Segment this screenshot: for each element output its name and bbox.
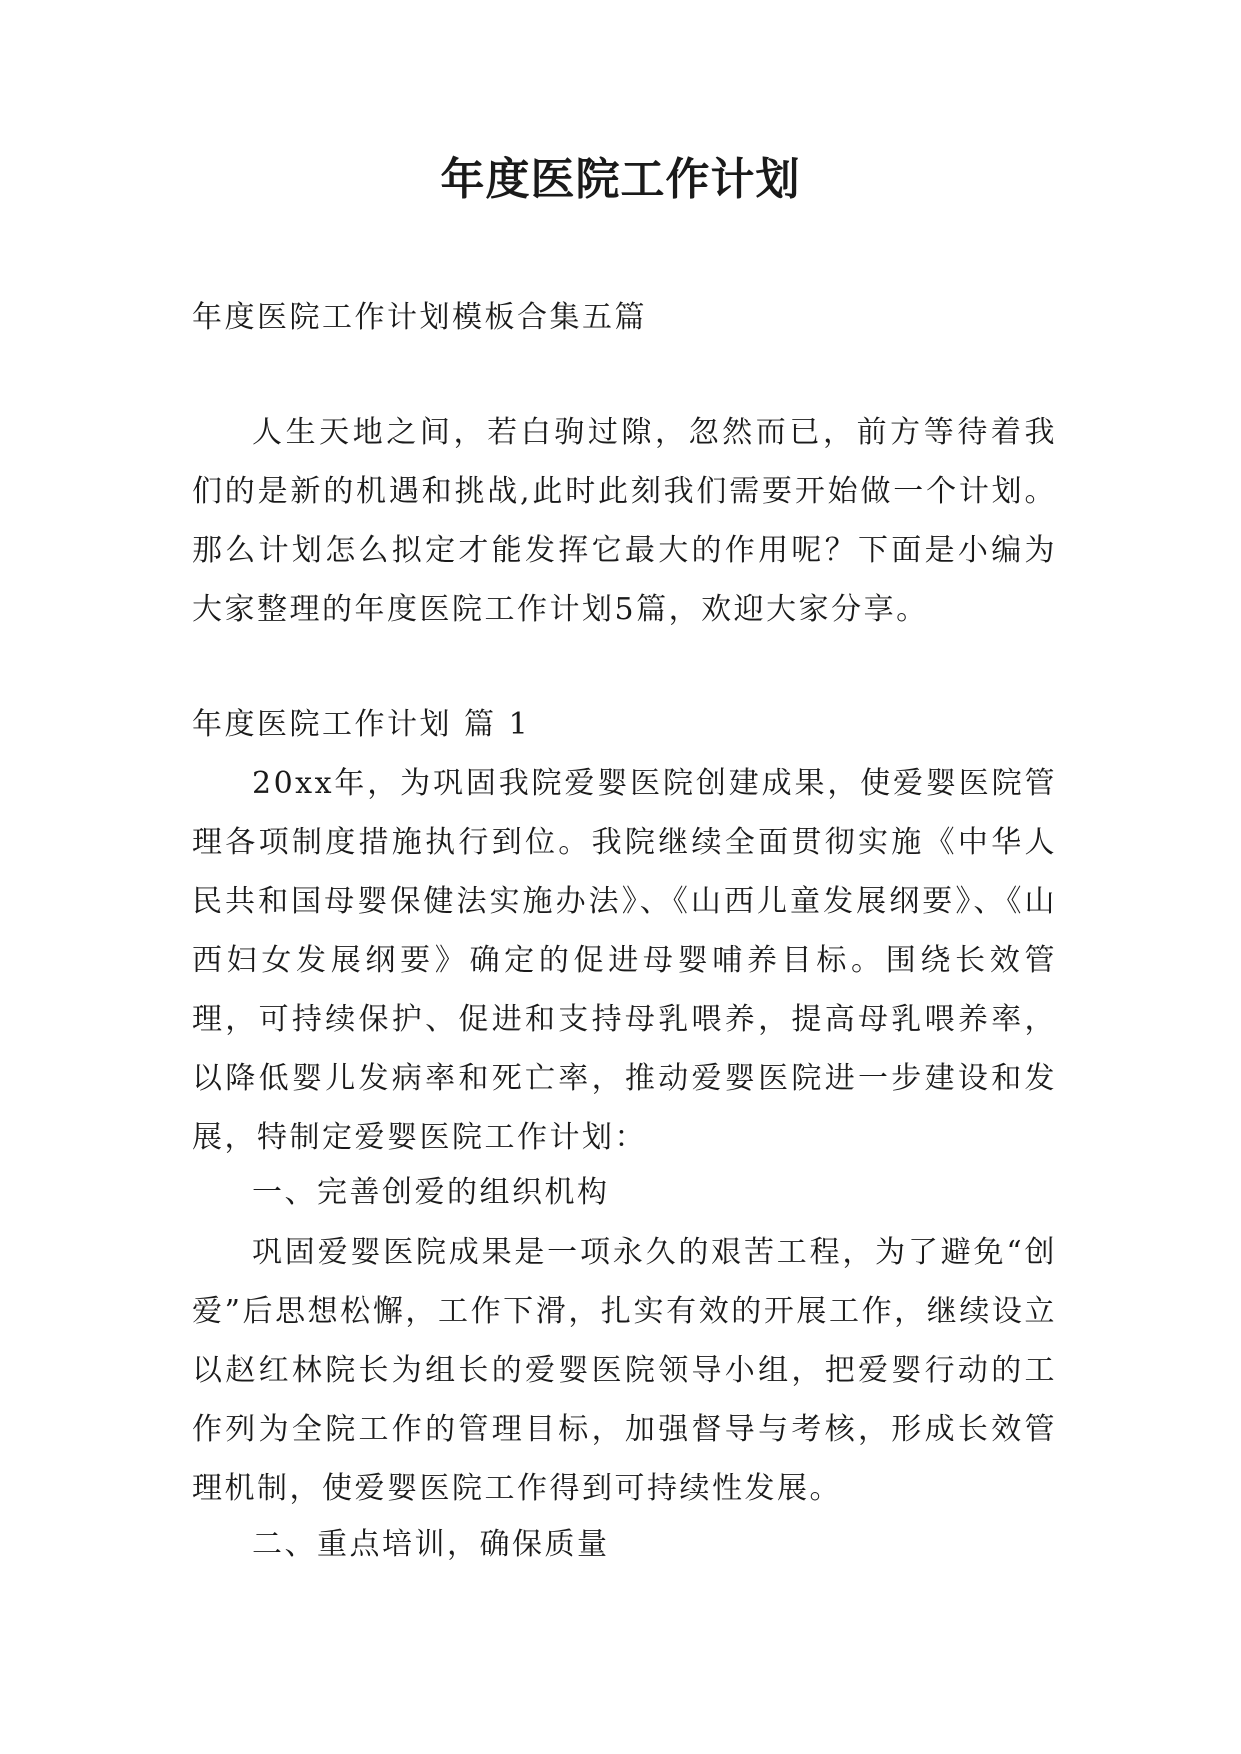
intro-paragraph: 人生天地之间，若白驹过隙，忽然而已，前方等待着我们的是新的机遇和挑战,此时此刻我们需要开始做一个计划。那么计划怎么拟定才能发挥它最大的作用呢？下面是小编为大家整理的年度医院工作计划5篇，欢迎大家分享。: [192, 415, 1057, 627]
subheading-1: 一、完善创爱的组织机构: [252, 1175, 610, 1210]
document-subtitle: 年度医院工作计划模板合集五篇: [192, 300, 647, 335]
body-paragraph-1: 20xx年，为巩固我院爱婴医院创建成果，使爱婴医院管理各项制度措施执行到位。我院继续全面贯彻实施《中华人民共和国母婴保健法实施办法》、《山西儿童发展纲要》、《山西妇女发展纲要》确定的促进母婴哺养目标。围绕长效管理，可持续保护、促进和支持母乳喂养，提高母乳喂养率，以降低婴儿发病率和死亡率，推动爱婴医院进一步建设和发展，特制定爱婴医院工作计划：: [192, 766, 1057, 1155]
section-heading: 年度医院工作计划 篇 1: [192, 707, 531, 742]
subheading-2: 二、重点培训，确保质量: [252, 1527, 610, 1562]
document-title: 年度医院工作计划: [440, 154, 801, 205]
body-paragraph-2: 巩固爱婴医院成果是一项永久的艰苦工程，为了避免“创爱”后思想松懈，工作下滑，扎实有效的开展工作，继续设立以赵红林院长为组长的爱婴医院领导小组，把爱婴行动的工作列为全院工作的管理目标，加强督导与考核，形成长效管理机制，使爱婴医院工作得到可持续性发展。: [192, 1235, 1057, 1506]
